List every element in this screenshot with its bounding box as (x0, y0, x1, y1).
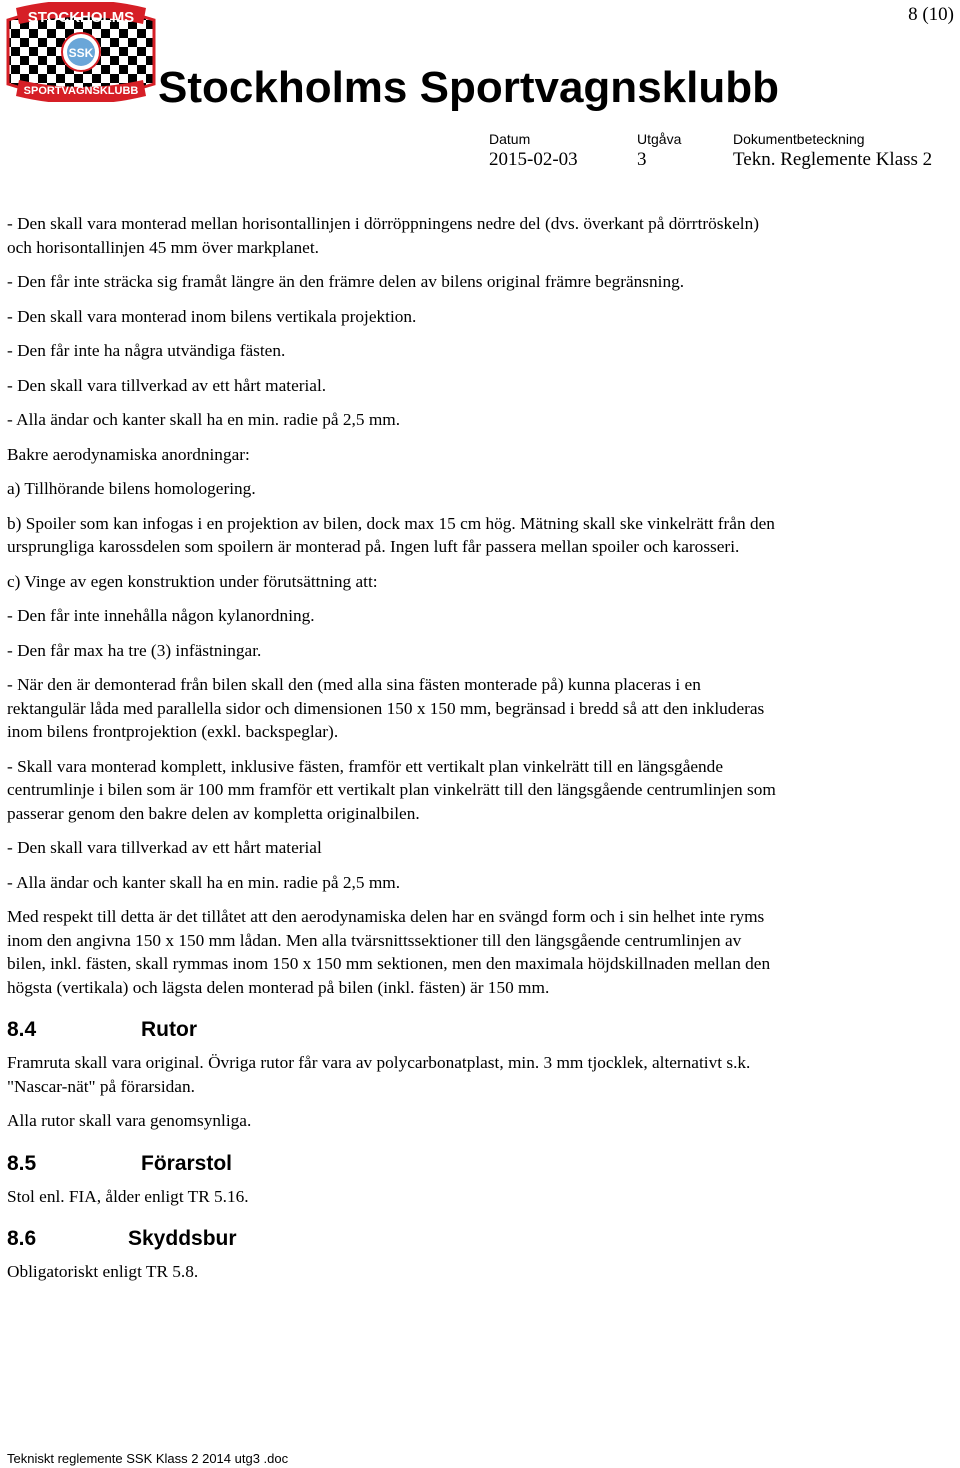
document-body (7, 212, 782, 1284)
paragraph: b) Spoiler som kan infogas i en projektion av bilen, dock max 15 cm hög. Mätning skall ske vinkelrätt från den ursprungliga karossdelen som spoilern är monterad på. Ingen luft får passera mellan spoiler och karosseri. (7, 513, 775, 556)
club-logo (2, 2, 160, 102)
section-number: 8.4 (7, 1018, 37, 1041)
logo-emblem-text: SSK (68, 46, 94, 60)
logo-top-text: STOCKHOLMS (27, 9, 135, 26)
paragraph: Framruta skall vara original. Övriga rutor får vara av polycarbonatplast, min. 3 mm tjocklek, alternativt s.k. "Nascar-nät" på förarsidan. (7, 1053, 751, 1096)
paragraph: - Alla ändar och kanter skall ha en min. radie på 2,5 mm. (7, 410, 401, 429)
section-number: 8.5 (7, 1151, 37, 1175)
paragraph: - Den skall vara tillverkad av ett hårt material. (7, 375, 327, 395)
section-heading-8-4 (7, 1017, 782, 1043)
footer-filename: Tekniskt reglemente SSK Klass 2 2014 utg3 .doc (7, 1451, 289, 1466)
section-title: Rutor (141, 1018, 197, 1041)
edition-label: Utgåva (637, 131, 682, 147)
paragraph: - Den får inte sträcka sig framåt längre än den främre delen av bilens original främre begränsning. (7, 272, 685, 291)
paragraph: Stol enl. FIA, ålder enligt TR 5.16. (7, 1186, 249, 1206)
paragraph: - Den får inte innehålla någon kylanordning. (7, 606, 315, 625)
section-heading-8-6 (7, 1226, 782, 1252)
paragraph: - När den är demonterad från bilen skall den (med alla sina fästen monterade på) kunna placeras i en rektangulär låda med parallella sidor och dimensionen 150 x 150 mm, begränsad i bredd så att den inkluderas inom bilens frontprojektion (exkl. backspeglar). (7, 675, 765, 741)
paragraph: Med respekt till detta är det tillåtet att den aerodynamiska delen har en svängd form och i sin helhet inte ryms inom den angivna 150 x 150 mm lådan. Men alla tvärsnittssektioner till den längsgående centrumlinjen av bilen, inkl. fästen, skall rymmas inom 150 x 150 mm sektionen, men den maximala höjdskillnaden mellan den högsta (vertikala) och lägsta delen monterad på bilen (inkl. fästen) är 150 mm. (7, 907, 771, 997)
paragraph: Obligatoriskt enligt TR 5.8. (7, 1262, 199, 1281)
section-title: Förarstol (141, 1151, 233, 1175)
paragraph: - Den får inte ha några utvändiga fästen. (7, 341, 286, 360)
date-value: 2015-02-03 (489, 149, 578, 170)
logo-bottom-text: SPORTVAGNSKLUBB (23, 85, 139, 97)
paragraph: - Den skall vara tillverkad av ett hårt material (7, 838, 322, 857)
edition-value: 3 (637, 149, 647, 170)
paragraph: - Skall vara monterad komplett, inklusive fästen, framför ett vertikalt plan vinkelrätt till en längsgående centrumlinje i bilen som är 100 mm framför ett vertikalt plan vinkelrätt till den längsgående centrumlinjen som passerar genom den bakre delen av kompletta originalbilen. (7, 756, 776, 823)
paragraph: Bakre aerodynamiska anordningar: (7, 444, 250, 464)
paragraph: c) Vinge av egen konstruktion under förutsättning att: (7, 571, 378, 591)
paragraph: - Den skall vara monterad inom bilens vertikala projektion. (7, 306, 417, 326)
page-number: 8 (10) (908, 4, 954, 25)
paragraph: Alla rutor skall vara genomsynliga. (7, 1111, 252, 1130)
paragraph: - Alla ändar och kanter skall ha en min. radie på 2,5 mm. (7, 872, 401, 892)
document-value: Tekn. Reglemente Klass 2 (733, 149, 933, 170)
date-label: Datum (489, 131, 531, 147)
section-number: 8.6 (7, 1227, 37, 1250)
section-title: Skyddsbur (128, 1227, 237, 1250)
paragraph: - Den skall vara monterad mellan horisontallinjen i dörröppningens nedre del (dvs. överkant på dörrtröskeln) och horisontallinjen 45 mm över markplanet. (7, 214, 759, 257)
document-label: Dokumentbeteckning (733, 131, 865, 147)
paragraph: a) Tillhörande bilens homologering. (7, 479, 256, 498)
paragraph: - Den får max ha tre (3) infästningar. (7, 640, 262, 660)
section-heading-8-5 (7, 1151, 782, 1177)
organization-name: Stockholms Sportvagnsklubb (158, 63, 779, 112)
